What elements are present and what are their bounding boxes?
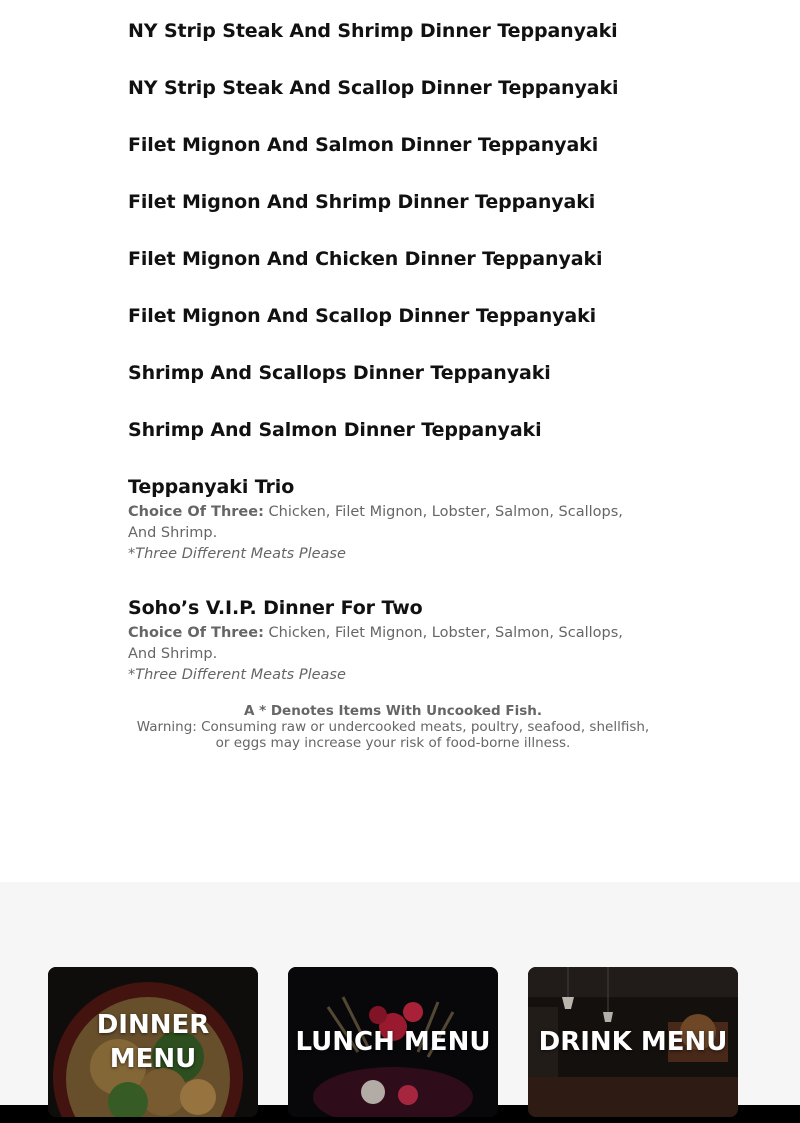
menu-item	[128, 305, 596, 327]
choice-label: Choice Of Three:	[128, 625, 264, 641]
choice-text: Chicken, Filet Mignon, Lobster, Salmon, Scallops, And Shrimp.	[128, 504, 623, 541]
menu-item-title: Filet Mignon And Shrimp Dinner Teppanyaki	[128, 191, 596, 213]
menu-item-title: Soho’s V.I.P. Dinner For Two	[128, 597, 423, 619]
menu-item-title: Filet Mignon And Salmon Dinner Teppanyaki	[128, 134, 599, 156]
warning-heading: A * Denotes Items With Uncooked Fish.	[243, 703, 543, 719]
menu-item	[128, 419, 542, 441]
menu-item	[128, 476, 628, 564]
warning-line: or eggs may increase your risk of food-borne illness.	[215, 735, 571, 751]
choice-text: Chicken, Filet Mignon, Lobster, Salmon, Scallops, And Shrimp.	[128, 625, 623, 662]
menu-item-title: Shrimp And Scallops Dinner Teppanyaki	[128, 362, 551, 384]
menu-item-description	[128, 623, 628, 665]
menu-item-title: NY Strip Steak And Shrimp Dinner Teppanyaki	[128, 20, 618, 42]
menu-item-title: Teppanyaki Trio	[128, 476, 295, 498]
menu-item-title: NY Strip Steak And Scallop Dinner Teppanyaki	[128, 77, 619, 99]
drink-menu-label: DRINK MENU	[538, 1027, 728, 1057]
lunch-menu-card[interactable]	[288, 967, 498, 1117]
menu-item	[128, 191, 595, 213]
choice-label: Choice Of Three:	[128, 504, 264, 520]
menu-item	[128, 597, 628, 685]
menu-item	[128, 248, 602, 270]
menu-item-note: *Three Different Meats Please	[128, 667, 346, 683]
card-label-line: MENU	[109, 1044, 197, 1074]
card-label-line: DINNER	[96, 1010, 210, 1040]
menu-item-title: Shrimp And Salmon Dinner Teppanyaki	[128, 419, 542, 441]
menu-item	[128, 134, 598, 156]
menu-item-note: *Three Different Meats Please	[128, 546, 346, 562]
menu-item-description	[128, 502, 628, 544]
warning-line: Warning: Consuming raw or undercooked meats, poultry, seafood, shellfish,	[136, 719, 650, 735]
drink-menu-card[interactable]	[528, 967, 738, 1117]
menu-item	[128, 20, 618, 42]
uncooked-warning	[128, 703, 658, 751]
dinner-menu-card[interactable]	[48, 967, 258, 1117]
dinner-menu-label	[97, 1008, 210, 1076]
menu-item	[128, 77, 618, 99]
menu-item-title: Filet Mignon And Chicken Dinner Teppanyaki	[128, 248, 603, 270]
menu-item-title: Filet Mignon And Scallop Dinner Teppanyaki	[128, 305, 597, 327]
lunch-menu-label: LUNCH MENU	[295, 1027, 491, 1057]
menu-item	[128, 362, 551, 384]
